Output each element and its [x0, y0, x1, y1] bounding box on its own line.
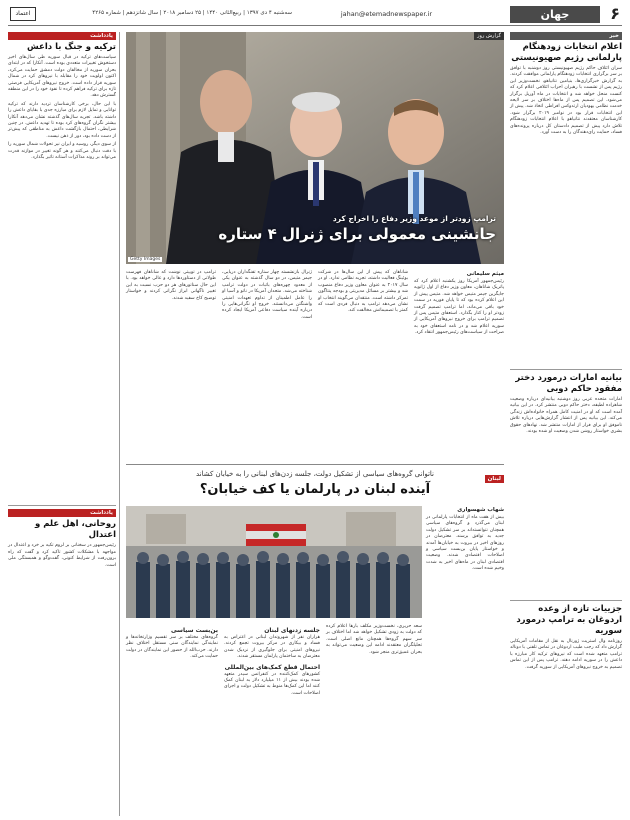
article-body: سیاست‌های ترکیه در قبال سوریه طی سال‌های اخیر دستخوش تغییرات متعددی بوده است. آنکارا که در ابتدای بحران سوریه از مخالفان دولت دمشق حمایت می‌کرد، اکنون اولویت خود را مقابله با نیروهای کرد در شمال سوریه قرار داده است. خروج نیروهای آمریکایی فرصتی تازه برای ترکیه فراهم کرده تا نفوذ خود را در این منطقه گسترش دهد.: [8, 55, 116, 99]
subheading: احتمال قطع کمک‌های بین‌المللی: [224, 663, 320, 671]
lebanon-kicker: ناتوانی گروه‌های سیاسی از تشکیل دولت، جلسه زدن‌های لبنانی را به خیابان کشاند: [196, 470, 434, 478]
main-story-col-4: [126, 270, 216, 464]
article-body: هزاران نفر از شهروندان لبنانی در اعتراض به فساد و بیکاری در مرکز بیروت تجمع کردند. نیروهای امنیتی برای جلوگیری از نزدیک شدن معترضان به ساختمان پارلمان مستقر شدند.: [224, 635, 320, 660]
opinion-tag: یادداشت: [8, 509, 116, 517]
article-body: سعد حریری، نخست‌وزیر مکلف بارها اعلام کرده که دولت به زودی تشکیل خواهد شد اما اختلاف بر سر سهم گروه‌ها همچنان مانع اصلی است. تحلیلگران معتقدند ادامه این وضعیت می‌تواند به بحران عمیق‌تری منجر شود.: [326, 624, 422, 655]
article-body: رئیس‌جمهور در سخنانی بر لزوم تکیه بر خرد و اعتدال در مواجهه با مشکلات کشور تاکید کرد و گفت که راه برون‌رفت از شرایط کنونی، گفت‌وگو و همبستگی ملی است.: [8, 543, 116, 568]
divider: [510, 600, 622, 601]
article-body: ترامپ در توییتی نوشت که شاناهان فهرست طولانی از دستاوردها دارد و عالی خواهد بود. با این حال سناتورهای هر دو حزب نسبت به این تغییر ناگهانی ابراز نگرانی کردند و خواستار توضیح کاخ سفید شدند.: [126, 270, 216, 301]
lebanon-tag: لبنان: [485, 475, 504, 483]
article-body: بیش از هفت ماه از انتخابات پارلمانی در لبنان می‌گذرد و گروه‌های سیاسی همچنان نتوانسته‌اند بر سر تشکیل دولت جدید به توافق برسند. معترضان در روزهای اخیر در بیروت به خیابان‌ها آمدند و خواستار پایان بن‌بست سیاسی و اصلاحات اقتصادی شدند. وضعیت اقتصادی لبنان در ماه‌های اخیر به شدت وخیم شده است.: [426, 515, 504, 572]
main-headline: جانشینی معمولی برای ژنرال ۴ ستاره: [218, 225, 496, 243]
main-story-col-2: [318, 270, 408, 464]
newspaper-page: [8, 4, 622, 816]
protest-photo: [126, 506, 422, 618]
author-name: شهاب شهسواری: [457, 507, 504, 513]
divider: [8, 505, 116, 506]
lebanon-col-right: [426, 506, 504, 816]
main-story-col-3: [222, 270, 312, 464]
headline-turkey-isis: ترکیه و جنگ با داعش: [27, 42, 116, 52]
page-number: ۶: [610, 4, 620, 23]
photo-credit: Getty Images: [130, 257, 161, 262]
subheading: بن‌بست سیاسی: [170, 627, 218, 634]
article-body: شاناهان که پیش از این سال‌ها در شرکت بوئینگ فعالیت داشته، تجربه نظامی ندارد. او در سال ۲۰۱۷ به عنوان معاون وزیر دفاع منصوب شد و بیشتر بر مسائل مدیریتی و بودجه پنتاگون تمرکز داشته است. منتقدان می‌گویند انتخاب او نشان می‌دهد ترامپ به دنبال فردی است که کمتر با تصمیماتش مخالفت کند.: [318, 270, 408, 314]
date-line: سه‌شنبه ۴ دی ۱۳۹۷ | ربیع‌الثانی ۱۴۴۰ | ۲۵ دسامبر ۲۰۱۸ | سال شانزدهم | شماره ۴۲۶۵: [92, 10, 292, 16]
lebanon-col-4: [126, 624, 218, 816]
lebanon-photo: [126, 506, 422, 618]
article-body: از سوی دیگر، روسیه و ایران نیز تحولات شمال سوریه را با دقت دنبال می‌کنند و هر گونه تغییر در موازنه قدرت می‌تواند بر روند مذاکرات آستانه تاثیر بگذارد.: [8, 142, 116, 161]
article-body: ژنرال بازنشسته چهار ستاره تفنگداران دریایی، جیمز متیس، در دو سال گذشته به عنوان یکی از معدود چهره‌های باثبات در دولت ترامپ شناخته می‌شد. متحدان آمریکا در ناتو و آسیا او را عامل اطمینان از تداوم تعهدات امنیتی واشنگتن می‌دانستند. خروج او نگرانی‌هایی را درباره آینده سیاست دفاعی آمریکا ایجاد کرده است.: [222, 270, 312, 320]
news-tag: خبر: [510, 32, 622, 40]
lebanon-col-3: [224, 624, 320, 816]
article-body: با این حال، برخی کارشناسان تردید دارند که ترکیه توانایی و تمایل لازم برای مبارزه جدی با بقایای داعش را داشته باشد. تجربه سال‌های گذشته نشان می‌دهد آنکارا بیشتر نگران گروه‌های کرد بوده تا تهدید داعش. در چنین شرایطی، احتمال بازگشت داعش به مناطقی که پیش‌تر از دست داده بود، دور از ذهن نیست.: [8, 101, 116, 139]
section-email[interactable]: jahan@etemadnewspaper.ir: [340, 10, 432, 18]
report-label: گزارش روز: [474, 32, 504, 40]
lebanon-col-2: [326, 624, 422, 816]
headline-rouhani: روحانی، اهل علم و اعتدال: [34, 519, 116, 541]
author-name: میثم سلیمانی: [466, 271, 504, 277]
masthead: [8, 4, 622, 26]
headline-erdogan-trump: جزییات تازه از وعده اردوغان به ترامپ درمورد سوریه: [516, 604, 622, 636]
article-body: سران ائتلاف حاکم رژیم صهیونیستی روز دوشنبه با توافق بر سر برگزاری انتخابات زودهنگام پارلمانی موافقت کردند. به گزارش خبرگزاری‌ها، بنیامین نتانیاهو، نخست‌وزیر این رژیم پس از نشست با رهبران احزاب ائتلافی اعلام کرد که کنست منحل خواهد شد و انتخابات در ماه آوریل برگزار می‌شود. این تصمیم پس از ماه‌ها اختلاف بر سر لایحه خدمت نظامی یهودیان ارتدوکس افراطی اتخاذ شد. پیش از این انتخابات قرار بود در نوامبر ۲۰۱۹ برگزار شود. کارشناسان معتقدند نتانیاهو با اعلام انتخابات زودهنگام تلاش دارد پیش از تصمیم دادستان کل درباره پرونده‌های فساد، حمایت رای‌دهندگان را به دست آورد.: [510, 66, 622, 136]
headline-israel-elections: اعلام انتخابات زودهنگام پارلمانی رژیم صهیونیستی: [511, 42, 622, 63]
left-column: [8, 32, 120, 816]
subheading: جلسه زدنهای لبنان: [264, 627, 320, 634]
opinion-tag: یادداشت: [8, 32, 116, 40]
right-column: [510, 32, 622, 816]
section-label: جهان: [510, 6, 600, 23]
lebanon-headline: آینده لبنان در پارلمان یا کف خیابان؟: [199, 482, 431, 497]
newspaper-logo: اعتماد: [10, 7, 36, 21]
headline-uae-statement: بیانیه امارات درمورد دختر مفقود حاکم دوبی: [515, 373, 622, 394]
article-body: کشورهای کمک‌کننده در کنفرانس سیدر متعهد شده بودند بیش از ۱۱ میلیارد دلار به لبنان کمک کنند اما این کمک‌ها منوط به تشکیل دولت و اجرای اصلاحات است.: [224, 671, 320, 696]
main-kicker: ترامپ زودتر از موعد وزیر دفاع را اخراج کرد: [332, 214, 496, 223]
article-body: رئیس‌جمهور آمریکا روز یکشنبه اعلام کرد که پاتریک شاناهان، معاون وزیر دفاع از اول ژانویه جایگزین جیمز متیس خواهد شد. متیس پیش از این اعلام کرده بود که تا پایان فوریه در سمت خود باقی می‌ماند، اما ترامپ تصمیم گرفت زودتر او را کنار بگذارد. استعفای متیس پس از تصمیم ترامپ برای خروج نیروهای آمریکایی از سوریه اعلام شد و در نامه استعفای خود به صراحت از سیاست‌های رئیس‌جمهور انتقاد کرد.: [414, 279, 504, 336]
main-story-col-1: [414, 270, 504, 464]
divider: [510, 369, 622, 370]
main-photo: [126, 32, 504, 264]
article-body: گروه‌های مختلف بر سر تقسیم وزارتخانه‌ها و نمایندگی نمایندگان سنی مستقل اختلاف نظر دارند. حزب‌الله از حضور این نمایندگان در دولت حمایت می‌کند.: [126, 635, 218, 660]
article-body: روزنامه وال استریت ژورنال به نقل از مقامات آمریکایی گزارش داد که رجب طیب اردوغان در تماس تلفنی با دونالد ترامپ متعهد شده است که نیروهای ترکیه کار مبارزه با داعش را در سوریه ادامه دهند. ترامپ پس از این تماس تصمیم به خروج نیروهای آمریکایی از سوریه گرفت.: [510, 639, 622, 670]
article-body: امارات متحده عربی روز دوشنبه بیانیه‌ای درباره وضعیت شاهزاده لطیفه، دختر حاکم دوبی منتشر کرد. در این بیانیه آمده است که او در امنیت کامل همراه خانواده‌اش زندگی می‌کند. این بیانیه پس از انتشار گزارش‌هایی درباره تلاش ناموفق او برای فرار از امارات منتشر شد. نهادهای حقوق بشری خواستار روشن شدن وضعیت او شده بودند.: [510, 397, 622, 435]
